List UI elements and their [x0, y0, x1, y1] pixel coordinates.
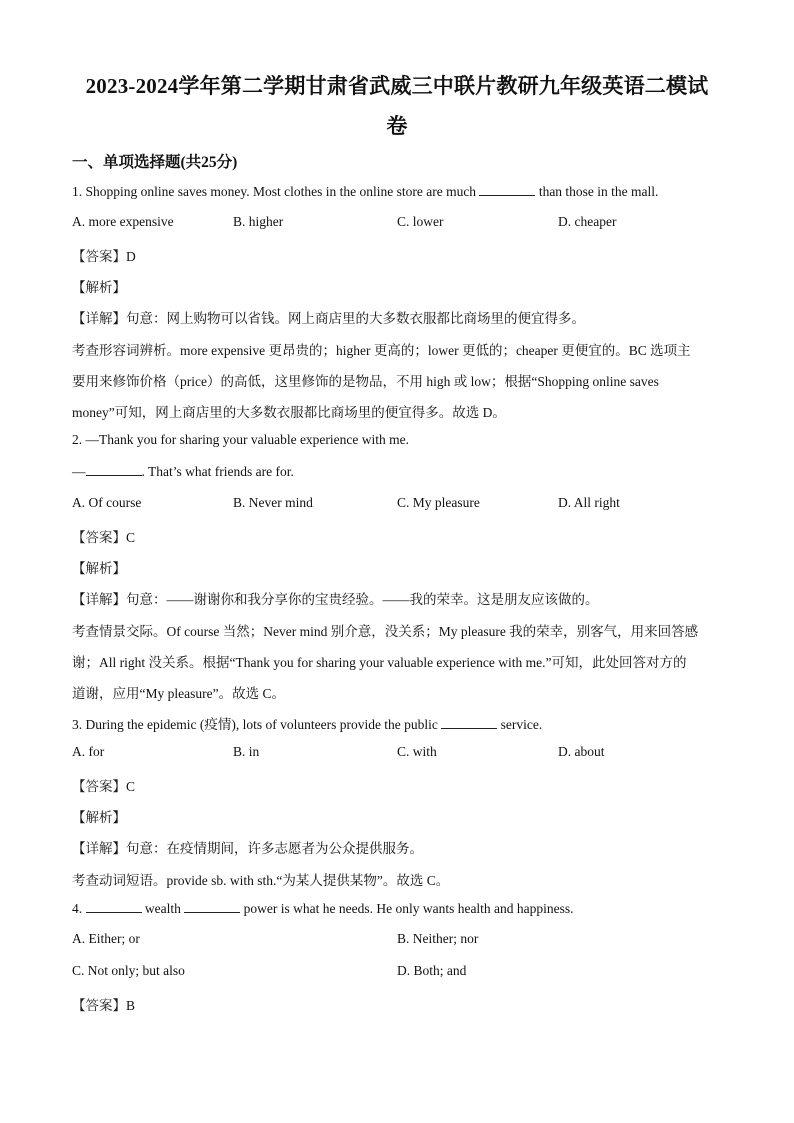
question-3-analysis-label: 【解析】	[72, 810, 126, 825]
question-2-explain-line: 谢；All right 没关系。根据“Thank you for sharing your valuable experience with me.”可知，此处回答对方的	[72, 655, 687, 670]
question-1-detail	[72, 307, 585, 327]
question-1-explain-line: 考查形容词辨析。more expensive 更昂贵的；higher 更高的；lower 更低的；cheaper 更便宜的。BC 选项主	[72, 343, 691, 358]
question-4-answer	[72, 994, 135, 1014]
answer-blank	[441, 716, 497, 729]
question-3-stem-after: service.	[500, 717, 543, 732]
question-1-stem-before: 1. Shopping online saves money. Most clothes in the online store are much	[72, 184, 477, 199]
question-1-option-d: D. cheaper	[558, 214, 617, 229]
question-2-option-a: A. Of course	[72, 495, 142, 510]
answer-value: D	[126, 249, 136, 264]
detail-label: 【详解】	[72, 841, 126, 856]
question-1-option-a: A. more expensive	[72, 214, 174, 229]
question-3-answer	[72, 775, 135, 795]
question-1-stem	[72, 183, 658, 200]
answer-blank	[86, 900, 142, 913]
question-4-number: 4.	[72, 901, 83, 916]
question-1-analysis-label: 【解析】	[72, 280, 126, 295]
question-1-option-c: C. lower	[397, 214, 444, 229]
question-3-stem	[72, 713, 542, 733]
answer-value: C	[126, 779, 136, 794]
question-1-stem-after: than those in the mall.	[538, 184, 659, 199]
question-4-stem-mid: wealth	[144, 901, 181, 916]
question-2-option-b: B. Never mind	[233, 495, 313, 510]
question-4-option-c: C. Not only; but also	[72, 963, 185, 978]
title-line-1: 2023-2024学年第二学期甘肃省武威三中联片教研九年级英语二模试	[85, 74, 709, 98]
dash: —	[72, 464, 86, 479]
detail-text: 句意：在疫情期间，许多志愿者为公众提供服务。	[126, 841, 423, 856]
question-2-option-c: C. My pleasure	[397, 495, 480, 510]
question-2-stem-after: . That’s what friends are for.	[141, 464, 294, 479]
question-3-option-b: B. in	[233, 744, 260, 759]
question-3-option-c: C. with	[397, 744, 437, 759]
question-4-option-a: A. Either; or	[72, 931, 140, 946]
detail-text: 句意：网上购物可以省钱。网上商店里的大多数衣服都比商场里的便宜得多。	[126, 311, 585, 326]
question-1-explain-line: 要用来修饰价格（price）的高低，这里修饰的是物品，不用 high 或 low；根据“Shopping online saves	[72, 374, 659, 389]
question-3-option-a: A. for	[72, 744, 105, 759]
question-1-explain-line: money”可知，网上商店里的大多数衣服都比商场里的便宜得多。故选 D。	[72, 405, 506, 420]
answer-value: C	[126, 530, 136, 545]
question-3-stem-before: 3. During the epidemic (疫情), lots of volunteers provide the public	[72, 717, 438, 732]
question-2-option-d: D. All right	[558, 495, 620, 510]
detail-label: 【详解】	[72, 311, 126, 326]
detail-text: 句意：——谢谢你和我分享你的宝贵经验。——我的荣幸。这是朋友应该做的。	[126, 592, 599, 607]
answer-blank	[86, 463, 142, 476]
detail-label: 【详解】	[72, 592, 126, 607]
question-3-detail	[72, 837, 423, 857]
section-heading: 一、单项选择题(共25分)	[72, 154, 238, 171]
answer-label: 【答案】	[72, 779, 126, 794]
question-2-analysis-label: 【解析】	[72, 561, 126, 576]
question-3-option-d: D. about	[558, 744, 605, 759]
question-1-answer	[72, 245, 136, 265]
answer-label: 【答案】	[72, 249, 126, 264]
question-2-stem-line-2	[72, 463, 294, 480]
question-2-explain-line: 考查情景交际。Of course 当然；Never mind 别介意，没关系；My pleasure 我的荣幸，别客气，用来回答感	[72, 624, 699, 639]
answer-blank	[479, 183, 535, 196]
question-2-answer	[72, 526, 135, 546]
title-line-2: 卷	[386, 114, 408, 138]
question-1-option-b: B. higher	[233, 214, 284, 229]
answer-blank	[184, 900, 240, 913]
answer-value: B	[126, 998, 136, 1013]
question-4-option-d: D. Both; and	[397, 963, 467, 978]
question-2-explain-line: 道谢，应用“My pleasure”。故选 C。	[72, 686, 285, 701]
question-4-option-b: B. Neither; nor	[397, 931, 479, 946]
question-2-detail	[72, 588, 599, 608]
answer-label: 【答案】	[72, 530, 126, 545]
question-2-stem-line-1: 2. —Thank you for sharing your valuable experience with me.	[72, 432, 410, 447]
document-title	[70, 66, 724, 146]
question-4-stem	[72, 900, 574, 917]
question-3-explain-line: 考查动词短语。provide sb. with sth.“为某人提供某物”。故选 C。	[72, 873, 450, 888]
question-4-stem-after: power is what he needs. He only wants health and happiness.	[243, 901, 574, 916]
answer-label: 【答案】	[72, 998, 126, 1013]
